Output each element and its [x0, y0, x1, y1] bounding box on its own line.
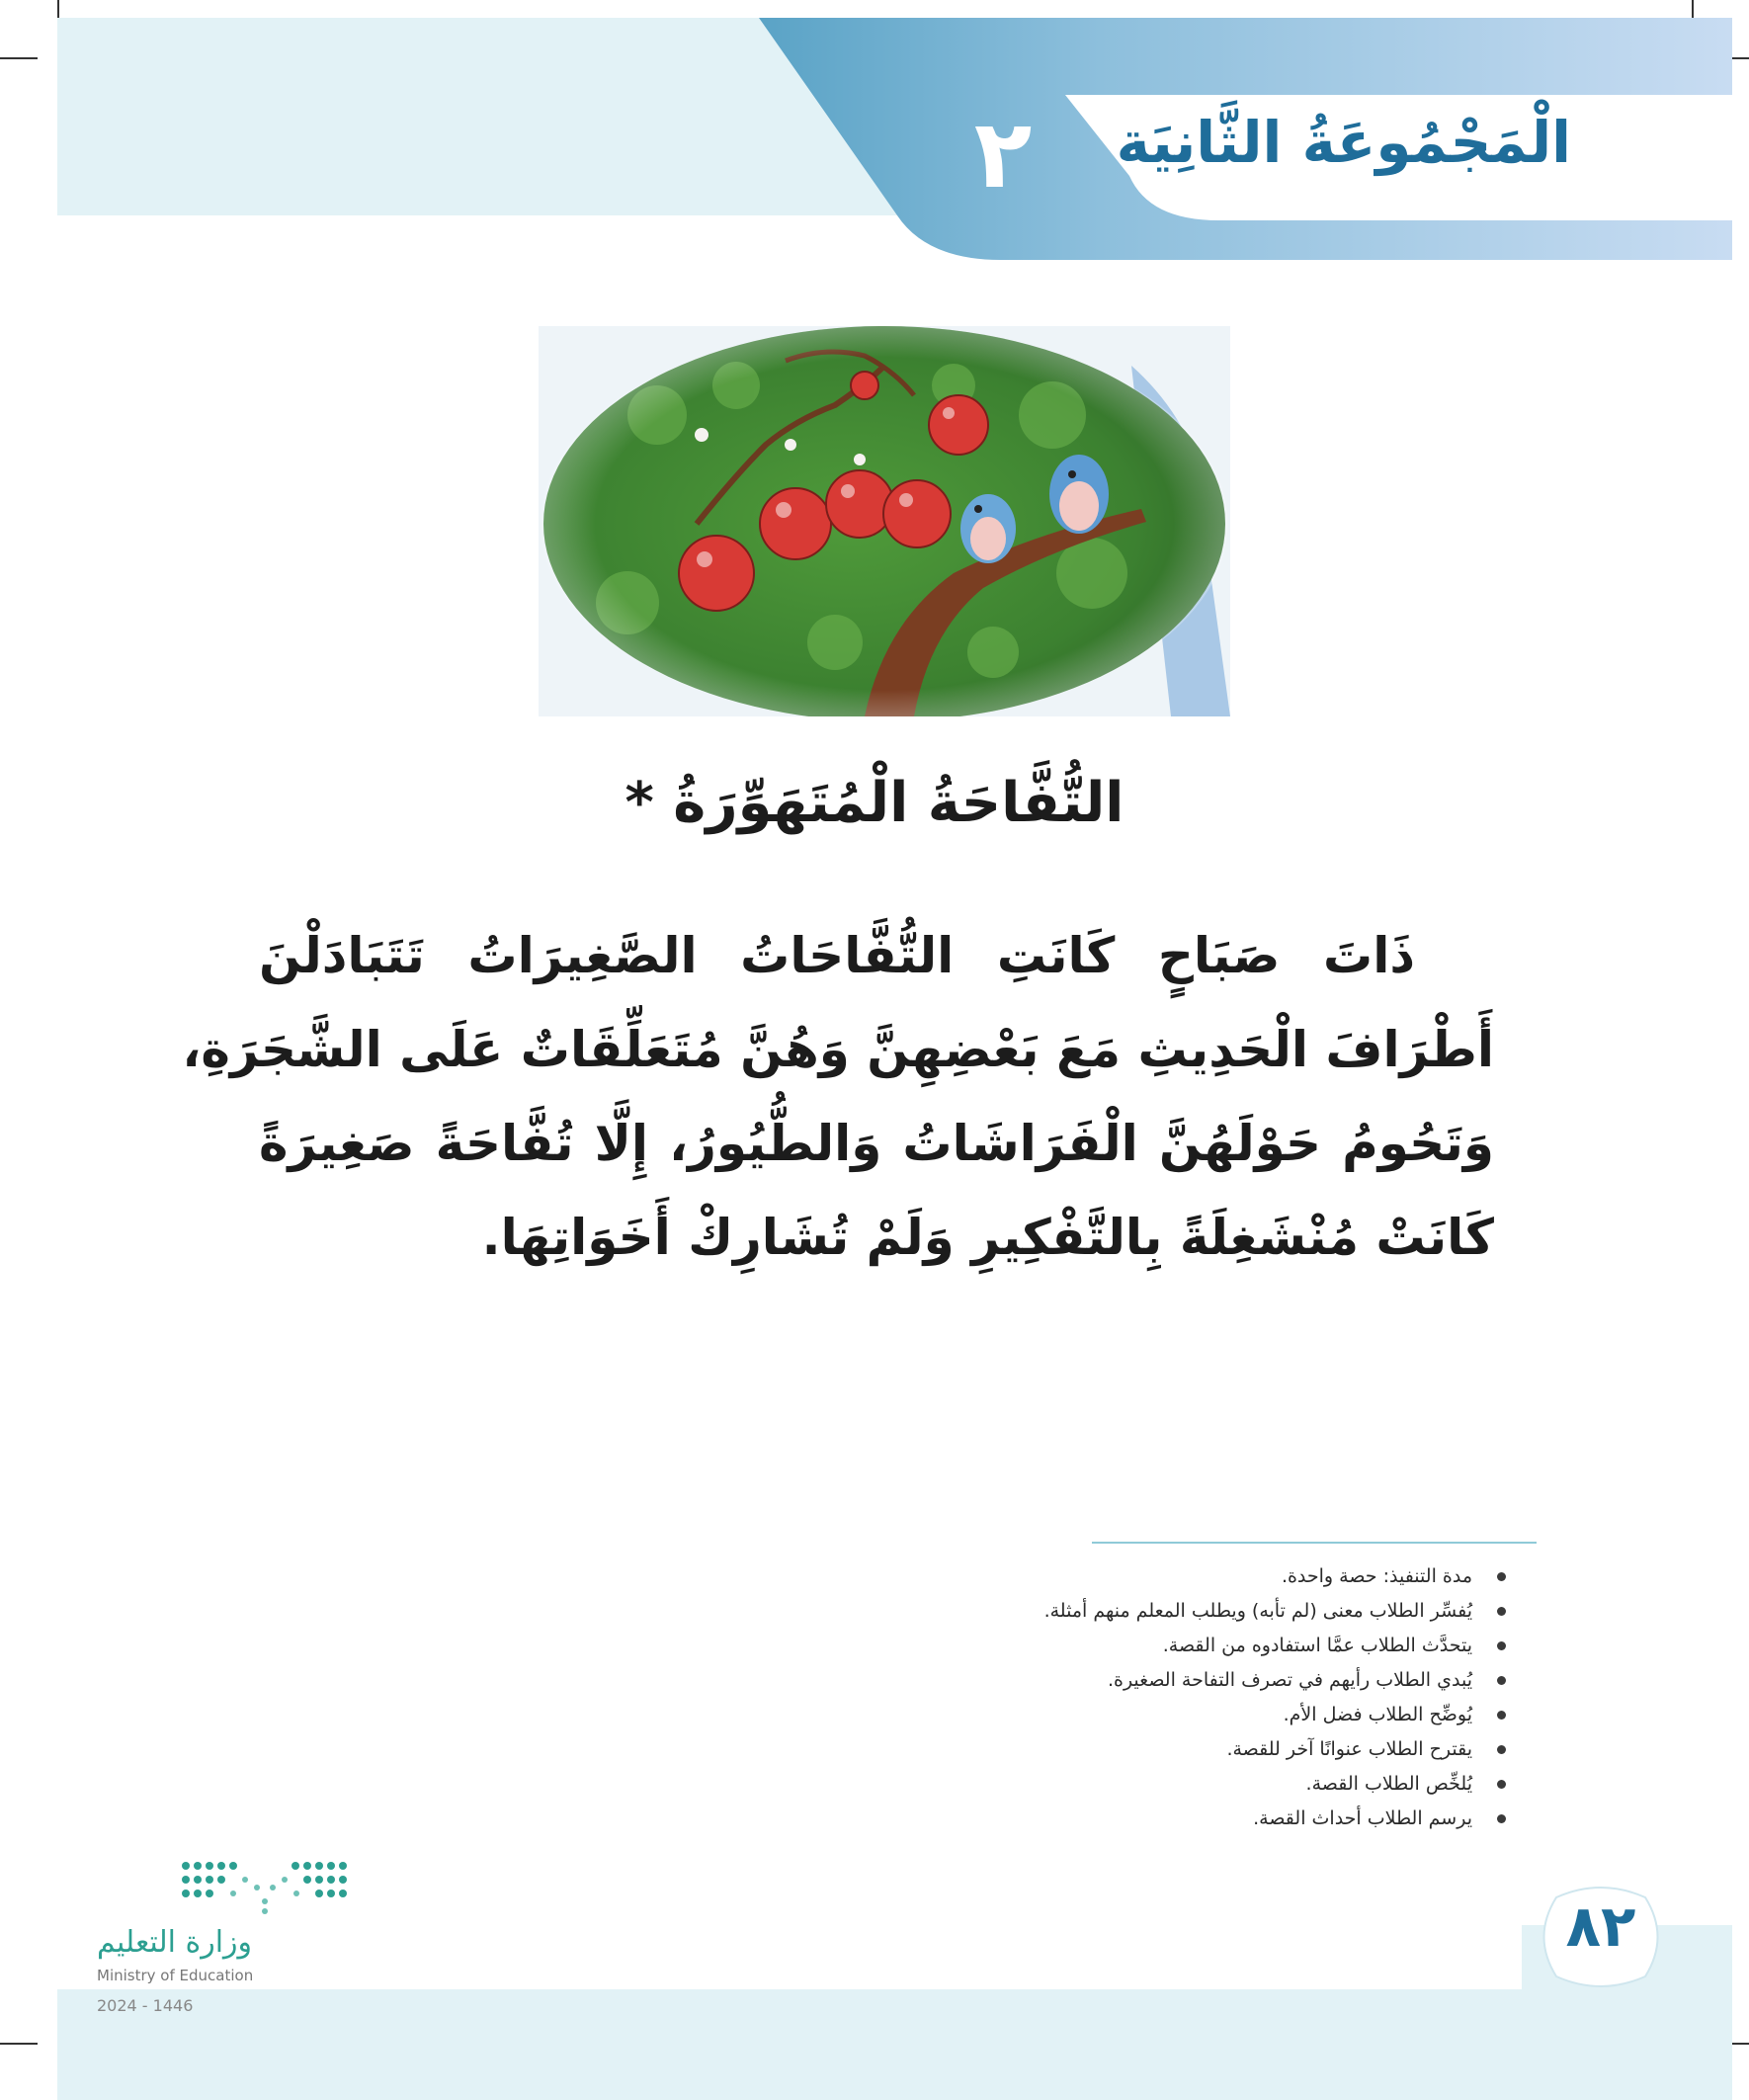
bullet-icon: [1497, 1572, 1506, 1581]
list-item: [889, 1594, 1512, 1629]
story-line: وَتَحُومُ حَوْلَهُنَّ الْفَرَاشَاتُ وَالطُّيُورُ، إِلَّا تُفَّاحَةً صَغِيرَةً: [259, 1115, 1494, 1172]
page-number: ٨٢: [1565, 1892, 1636, 1960]
list-item: [889, 1559, 1512, 1594]
crop-mark: [0, 57, 38, 59]
list-item: [889, 1732, 1512, 1767]
bullet-icon: [1497, 1641, 1506, 1650]
list-item: [889, 1629, 1512, 1663]
group-title: الْمَجْمُوعَةُ الثَّانِيَة: [1116, 109, 1571, 176]
list-item: [889, 1802, 1512, 1836]
group-number: ٢: [973, 99, 1033, 210]
bullet-icon: [1497, 1780, 1506, 1789]
story-text: [182, 909, 1494, 1285]
crop-mark: [0, 2043, 38, 2045]
story-line: ذَاتَ صَبَاحٍ كَانَتِ التُّفَّاحَاتُ الصَّغِيرَاتُ تَتَبَادَلْنَ: [259, 927, 1415, 984]
note-text: يرسم الطلاب أحداث القصة.: [1253, 1807, 1472, 1829]
note-text: يتحدَّث الطلاب عمَّا استفادوه من القصة.: [1162, 1635, 1472, 1656]
notes-divider: [1092, 1542, 1537, 1544]
bullet-icon: [1497, 1607, 1506, 1616]
story-line: أَطْرَافَ الْحَدِيثِ مَعَ بَعْضِهِنَّ وَهُنَّ مُتَعَلِّقَاتٌ عَلَى الشَّجَرَةِ،: [182, 1021, 1494, 1078]
ministry-name-arabic: وزارة التعليم: [97, 1925, 253, 1960]
ministry-logo-icon: [178, 1858, 351, 1917]
list-item: [889, 1698, 1512, 1732]
story-line: كَانَتْ مُنْشَغِلَةً بِالتَّفْكِيرِ وَلَمْ تُشَارِكْ أَخَوَاتِهَا.: [481, 1209, 1494, 1266]
story-illustration: [539, 326, 1230, 716]
note-text: مدة التنفيذ: حصة واحدة.: [1281, 1565, 1472, 1587]
note-text: يُفسِّر الطلاب معنى (لم تأبه) ويطلب المعلم منهم أمثلة.: [1043, 1600, 1472, 1622]
story-title: التُّفَّاحَةُ الْمُتَهَوِّرَةُ *: [625, 771, 1124, 835]
ministry-name-english: Ministry of Education: [97, 1967, 254, 1984]
bullet-icon: [1497, 1676, 1506, 1685]
edition-year: 2024 - 1446: [97, 1996, 194, 2015]
bullet-icon: [1497, 1711, 1506, 1720]
note-text: يُبدي الطلاب رأيهم في تصرف التفاحة الصغيرة.: [1107, 1669, 1472, 1691]
bullet-icon: [1497, 1745, 1506, 1754]
note-text: يُوضِّح الطلاب فضل الأم.: [1283, 1704, 1472, 1725]
footer-band: [57, 1989, 1732, 2100]
note-text: يقترح الطلاب عنوانًا آخر للقصة.: [1226, 1738, 1472, 1760]
list-item: [889, 1663, 1512, 1698]
note-text: يُلخِّص الطلاب القصة.: [1305, 1773, 1472, 1795]
bullet-icon: [1497, 1814, 1506, 1823]
list-item: [889, 1767, 1512, 1802]
teacher-notes: [889, 1559, 1512, 1836]
